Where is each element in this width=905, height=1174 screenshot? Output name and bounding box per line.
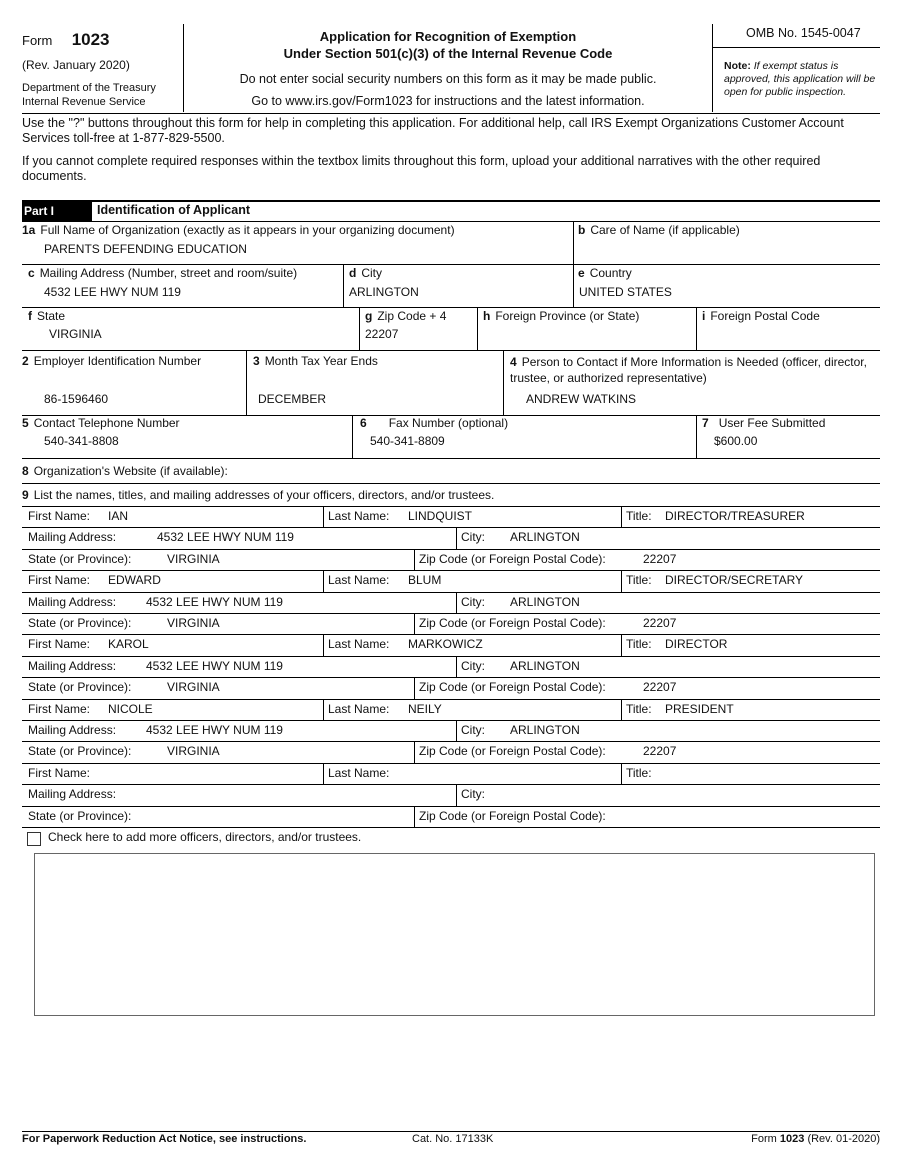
help-instructions: Use the "?" buttons throughout this form for help in completing this application. For additional help, call IRS Exempt Organizations Customer Account Services toll-free at 1-877-829-5500. xyxy=(22,116,844,145)
country-value[interactable]: UNITED STATES xyxy=(579,285,672,299)
officer-last-name-label: Last Name: xyxy=(328,637,390,652)
zip-code-value[interactable]: 22207 xyxy=(365,327,399,341)
officer-title-label: Title: xyxy=(626,701,652,716)
officer-zip-value[interactable]: 22207 xyxy=(643,551,677,566)
contact-person-label: 4 Person to Contact if More Information is Needed (officer, director, trustee, or authorized representative) xyxy=(510,355,867,385)
officer-zip-label: Zip Code (or Foreign Postal Code): xyxy=(419,680,606,695)
paperwork-notice: For Paperwork Reduction Act Notice, see instructions. xyxy=(22,1133,307,1145)
zip-code-label: g Zip Code + 4 xyxy=(365,309,447,323)
city-label: d City xyxy=(349,266,383,280)
catalog-number: Cat. No. 17133K xyxy=(412,1133,494,1145)
officer-mailing-address-value[interactable]: 4532 LEE HWY NUM 119 xyxy=(157,530,294,545)
officer-last-name-value[interactable]: LINDQUIST xyxy=(408,509,473,523)
officer-last-name-label: Last Name: xyxy=(328,509,390,523)
part-title: Identification of Applicant xyxy=(97,203,251,217)
mailing-address-label: c Mailing Address (Number, street and room/suite) xyxy=(28,266,298,280)
fax-value[interactable]: 540-341-8809 xyxy=(370,434,445,448)
add-more-officers-checkbox[interactable] xyxy=(27,832,41,846)
officer-first-name-value[interactable]: KAROL xyxy=(108,637,149,652)
form-title-line1: Application for Recognition of Exemption xyxy=(319,29,577,44)
website-label: 8 Organization's Website (if available): xyxy=(22,464,228,478)
officer-title-value[interactable]: DIRECTOR/TREASURER xyxy=(665,509,805,523)
ein-value[interactable]: 86-1596460 xyxy=(44,392,109,406)
full-name-label: 1a Full Name of Organization (exactly as it appears in your organizing document) xyxy=(22,223,455,237)
officer-first-name-value[interactable]: NICOLE xyxy=(108,701,153,716)
officer-state-value[interactable]: VIRGINIA xyxy=(167,616,220,630)
officer-city-value[interactable]: ARLINGTON xyxy=(510,530,580,545)
officer-zip-value[interactable]: 22207 xyxy=(643,744,677,759)
officer-title-label: Title: xyxy=(626,637,652,652)
officer-city-label: City: xyxy=(461,723,485,737)
instructions-link[interactable]: Go to www.irs.gov/Form1023 for instructions and the latest information. xyxy=(251,94,645,108)
officer-mailing-address-label: Mailing Address: xyxy=(28,594,117,609)
officer-city-label: City: xyxy=(461,594,485,609)
officer-last-name-label: Last Name: xyxy=(328,765,390,780)
officer-city-label: City: xyxy=(461,787,485,802)
country-label: e Country xyxy=(578,266,632,280)
full-name-value[interactable]: PARENTS DEFENDING EDUCATION xyxy=(44,242,247,256)
officer-last-name-label: Last Name: xyxy=(328,701,390,716)
state-value[interactable]: VIRGINIA xyxy=(49,327,102,341)
note-label: Note: xyxy=(724,60,751,72)
form-id xyxy=(22,30,110,50)
city-value[interactable]: ARLINGTON xyxy=(349,285,419,299)
officer-zip-label: Zip Code (or Foreign Postal Code): xyxy=(419,744,606,759)
form-ref-suffix: (Rev. 01-2020) xyxy=(807,1133,880,1145)
omb-number: OMB No. 1545-0047 xyxy=(746,26,861,40)
form-ref-prefix: Form xyxy=(751,1133,777,1145)
officer-city-label: City: xyxy=(461,658,485,673)
mailing-address-value[interactable]: 4532 LEE HWY NUM 119 xyxy=(44,285,181,299)
form-reference xyxy=(751,1133,880,1145)
ein-label: 2 Employer Identification Number xyxy=(22,354,202,368)
care-of-name-label: b Care of Name (if applicable) xyxy=(578,223,740,237)
upload-instructions: If you cannot complete required responses within the textbox limits throughout this form, upload your additional narratives with the other required documents. xyxy=(22,154,821,183)
officer-zip-label: Zip Code (or Foreign Postal Code): xyxy=(419,808,606,823)
officer-mailing-address-label: Mailing Address: xyxy=(28,530,117,545)
form-word: Form xyxy=(22,33,53,48)
user-fee-label: 7 User Fee Submitted xyxy=(702,416,826,430)
officer-state-label: State (or Province): xyxy=(28,680,132,695)
officer-last-name-value[interactable]: BLUM xyxy=(408,573,442,588)
officer-mailing-address-value[interactable]: 4532 LEE HWY NUM 119 xyxy=(146,594,283,609)
officer-title-label: Title: xyxy=(626,765,652,780)
officer-first-name-label: First Name: xyxy=(28,573,91,588)
officer-first-name-value[interactable]: IAN xyxy=(108,509,129,523)
revision-date: (Rev. January 2020) xyxy=(22,58,130,72)
officer-title-value[interactable]: PRESIDENT xyxy=(665,701,734,716)
officer-mailing-address-label: Mailing Address: xyxy=(28,723,117,737)
part-label xyxy=(22,201,92,221)
officer-state-value[interactable]: VIRGINIA xyxy=(167,744,220,759)
officer-title-label: Title: xyxy=(626,573,652,588)
officer-first-name-value[interactable]: EDWARD xyxy=(108,573,161,588)
officer-last-name-label: Last Name: xyxy=(328,573,390,588)
officer-mailing-address-value[interactable]: 4532 LEE HWY NUM 119 xyxy=(146,723,283,737)
officer-city-value[interactable]: ARLINGTON xyxy=(510,723,580,737)
department-line2: Internal Revenue Service xyxy=(22,96,146,108)
officer-city-label: City: xyxy=(461,530,485,545)
state-label: f State xyxy=(28,309,66,323)
officer-zip-label: Zip Code (or Foreign Postal Code): xyxy=(419,551,606,566)
part-number: Part I xyxy=(24,204,55,218)
officer-title-value[interactable]: DIRECTOR xyxy=(665,637,728,652)
foreign-province-label: h Foreign Province (or State) xyxy=(483,309,640,323)
officer-zip-label: Zip Code (or Foreign Postal Code): xyxy=(419,616,606,630)
public-inspection-note xyxy=(724,60,876,99)
tax-year-label: 3 Month Tax Year Ends xyxy=(253,354,378,368)
officer-title-value[interactable]: DIRECTOR/SECRETARY xyxy=(665,573,804,588)
form-title-line2: Under Section 501(c)(3) of the Internal Revenue Code xyxy=(283,46,613,61)
officer-mailing-address-label: Mailing Address: xyxy=(28,658,117,673)
officer-mailing-address-value[interactable]: 4532 LEE HWY NUM 119 xyxy=(146,658,283,673)
contact-person-value[interactable]: ANDREW WATKINS xyxy=(526,392,636,406)
telephone-value[interactable]: 540-341-8808 xyxy=(44,434,119,448)
telephone-label: 5 Contact Telephone Number xyxy=(22,416,180,430)
note-text: If exempt status is approved, this application will be open for public inspection. xyxy=(724,60,876,98)
officer-state-value[interactable]: VIRGINIA xyxy=(167,551,220,566)
officer-city-value[interactable]: ARLINGTON xyxy=(510,658,580,673)
officer-state-label: State (or Province): xyxy=(28,744,132,759)
officer-first-name-label: First Name: xyxy=(28,765,91,780)
officer-title-label: Title: xyxy=(626,509,652,523)
officer-state-label: State (or Province): xyxy=(28,551,132,566)
ssn-notice: Do not enter social security numbers on this form as it may be made public. xyxy=(239,72,657,86)
fax-label: 6 Fax Number (optional) xyxy=(360,416,509,430)
add-more-officers-label: Check here to add more officers, directors, and/or trustees. xyxy=(48,830,362,844)
officer-city-value[interactable]: ARLINGTON xyxy=(510,594,580,609)
tax-year-value[interactable]: DECEMBER xyxy=(258,392,327,406)
officer-state-label: State (or Province): xyxy=(28,616,132,630)
officer-first-name-label: First Name: xyxy=(28,637,91,652)
officer-zip-value[interactable]: 22207 xyxy=(643,680,677,695)
user-fee-value[interactable]: $600.00 xyxy=(714,434,758,448)
officer-state-value[interactable]: VIRGINIA xyxy=(167,680,220,695)
additional-officers-textbox[interactable] xyxy=(34,853,875,1016)
officer-state-label: State (or Province): xyxy=(28,808,132,823)
officer-zip-value[interactable]: 22207 xyxy=(643,616,677,630)
department-line1: Department of the Treasury xyxy=(22,82,156,94)
officer-first-name-label: First Name: xyxy=(28,509,91,523)
officer-last-name-value[interactable]: MARKOWICZ xyxy=(408,637,483,652)
foreign-postal-code-label: i Foreign Postal Code xyxy=(702,309,820,323)
officer-last-name-value[interactable]: NEILY xyxy=(408,701,442,716)
officer-first-name-label: First Name: xyxy=(28,701,91,716)
officer-mailing-address-label: Mailing Address: xyxy=(28,787,117,802)
officers-label: 9 List the names, titles, and mailing addresses of your officers, directors, and/or trustees. xyxy=(22,488,495,502)
form-number: 1023 xyxy=(71,30,110,49)
form-ref-number: 1023 xyxy=(779,1133,805,1145)
